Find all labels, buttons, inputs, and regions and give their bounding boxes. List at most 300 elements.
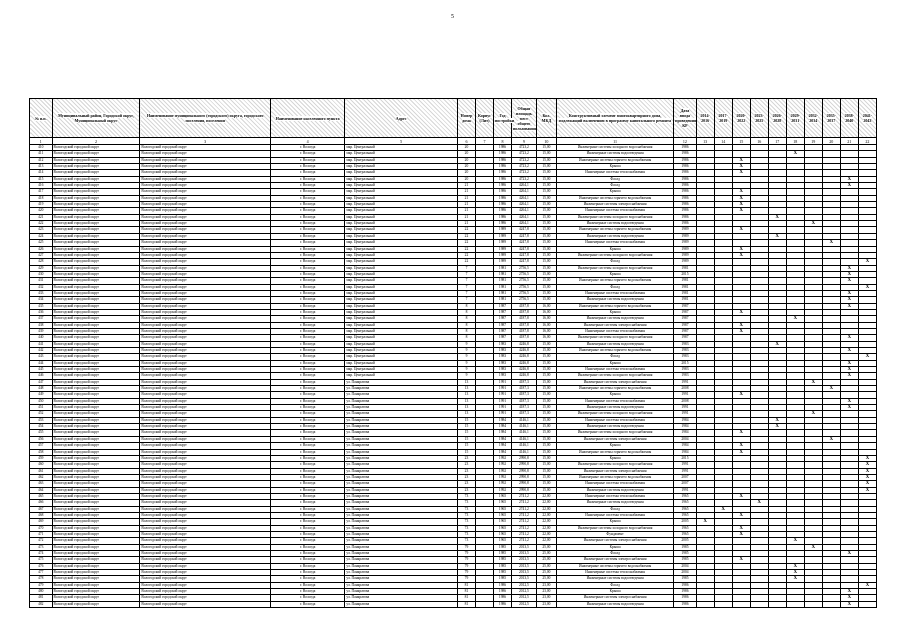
table-cell: 1989: [674, 252, 697, 258]
table-cell: Вологодский городской округ: [52, 519, 140, 525]
table-cell: г. Вологда: [271, 538, 345, 544]
table-cell: 15,00: [536, 354, 556, 360]
table-cell: Инженерные системы холодного водоснабжения: [557, 525, 674, 531]
column-header-label: 2041-2043: [862, 113, 873, 123]
table-cell: 466: [30, 500, 53, 506]
table-cell: Вологодский городской округ: [52, 328, 140, 334]
schedule-cell: X: [858, 354, 876, 360]
table-cell: Вологодский городской округ: [52, 531, 140, 537]
table-cell: г. Вологда: [271, 392, 345, 398]
table-cell: 2756,5: [512, 271, 537, 277]
table-cell: 15,00: [536, 278, 556, 284]
table-cell: 15,00: [536, 233, 556, 239]
table-cell: Вологодский городской округ: [140, 246, 271, 252]
table-cell: 1983: [493, 373, 511, 379]
table-cell: Вологодский городской округ: [140, 373, 271, 379]
table-cell: 476: [30, 563, 53, 569]
table-cell: ул. Панкратова: [345, 468, 458, 474]
table-cell: 4187,3: [512, 411, 537, 417]
table-cell: Вологодский городской округ: [140, 354, 271, 360]
table-cell: 1992: [493, 474, 511, 480]
table-cell: Вологодский городской округ: [140, 398, 271, 404]
table-cell: 438: [30, 322, 53, 328]
table-cell: 1986: [674, 601, 697, 607]
table-cell: 79: [457, 570, 475, 576]
table-cell: г. Вологда: [271, 386, 345, 392]
table-cell: Вологодский городской округ: [52, 145, 140, 151]
column-number: 17: [768, 138, 786, 145]
table-cell: г. Вологда: [271, 145, 345, 151]
table-cell: 2013,5: [512, 557, 537, 563]
schedule-cell: [822, 601, 840, 607]
table-cell: г. Вологда: [271, 500, 345, 506]
table-cell: 1986: [493, 157, 511, 163]
table-cell: 1989: [493, 233, 511, 239]
schedule-cell: X: [696, 519, 714, 525]
table-cell: Вологодский городской округ: [140, 189, 271, 195]
table-cell: 15,00: [536, 436, 556, 442]
table-cell: 411: [30, 151, 53, 157]
table-cell: Инженерные системы теплоснабжения: [557, 328, 674, 334]
table-cell: 23,00: [536, 595, 556, 601]
table-cell: 15,00: [536, 392, 556, 398]
table-cell: мкр. Центральный: [345, 348, 458, 354]
table-cell: 1986: [674, 176, 697, 182]
table-cell: 1984: [493, 430, 511, 436]
table-cell: 1986: [674, 582, 697, 588]
table-cell: 1983: [674, 341, 697, 347]
table-cell: 22,00: [536, 506, 556, 512]
table-cell: 4146,1: [512, 424, 537, 430]
table-cell: Вологодский городской округ: [52, 335, 140, 341]
table-cell: Крыша: [557, 443, 674, 449]
schedule-cell: X: [840, 398, 858, 404]
table-cell: г. Вологда: [271, 259, 345, 265]
table-cell: Вологодский городской округ: [140, 576, 271, 582]
table-cell: Вологодский городской округ: [140, 595, 271, 601]
table-cell: Крыша: [557, 392, 674, 398]
table-cell: 4187,8: [512, 322, 537, 328]
table-cell: 79: [457, 563, 475, 569]
table-cell: Вологодский городской округ: [140, 538, 271, 544]
schedule-cell: X: [732, 531, 750, 537]
table-cell: 21: [457, 208, 475, 214]
table-cell: Вологодский городской округ: [140, 183, 271, 189]
table-cell: г. Вологда: [271, 551, 345, 557]
column-header-label: 2029-2031: [790, 113, 800, 123]
column-number: 8: [493, 138, 511, 145]
table-cell: 1991: [493, 379, 511, 385]
schedule-cell: X: [732, 208, 750, 214]
table-cell: 479: [30, 582, 53, 588]
table-cell: 1989: [493, 227, 511, 233]
schedule-cell: X: [840, 367, 858, 373]
table-cell: г. Вологда: [271, 443, 345, 449]
table-cell: 2990,8: [512, 487, 537, 493]
table-cell: 2741,2: [512, 506, 537, 512]
table-cell: Вологодский городской округ: [140, 233, 271, 239]
table-cell: Вологодский городской округ: [140, 443, 271, 449]
table-cell: 460: [30, 462, 53, 468]
schedule-cell: X: [858, 462, 876, 468]
table-cell: 1987: [493, 335, 511, 341]
table-cell: 461: [30, 468, 53, 474]
table-cell: Вологодский городской округ: [140, 506, 271, 512]
table-cell: 8: [457, 335, 475, 341]
table-cell: 4247,8: [512, 240, 537, 246]
table-cell: Инженерные системы горячего водоснабжения: [557, 474, 674, 480]
table-cell: 15,00: [536, 487, 556, 493]
table-cell: 22,00: [536, 525, 556, 531]
table-cell: 7: [457, 265, 475, 271]
table-cell: Инженерные системы электроснабжения: [557, 322, 674, 328]
table-cell: 2990,8: [512, 474, 537, 480]
table-cell: 15: [457, 436, 475, 442]
schedule-cell: X: [732, 322, 750, 328]
table-cell: 1965: [493, 493, 511, 499]
column-number: 10: [536, 138, 556, 145]
table-cell: г. Вологда: [271, 316, 345, 322]
table-cell: Вологодский городской округ: [140, 227, 271, 233]
schedule-cell: [732, 601, 750, 607]
schedule-cell: X: [840, 373, 858, 379]
table-cell: Вологодский городской округ: [52, 309, 140, 315]
table-cell: Инженерные системы холодного водоснабжения: [557, 252, 674, 258]
table-cell: 1991: [493, 398, 511, 404]
schedule-cell: X: [840, 551, 858, 557]
column-header-label: 2035-2037: [826, 113, 836, 123]
table-cell: 9: [457, 354, 475, 360]
table-cell: 81: [457, 601, 475, 607]
schedule-cell: X: [840, 348, 858, 354]
table-cell: г. Вологда: [271, 278, 345, 284]
table-cell: г. Вологда: [271, 405, 345, 411]
schedule-cell: X: [714, 506, 732, 512]
table-cell: 1989: [674, 240, 697, 246]
table-cell: 21: [457, 183, 475, 189]
table-cell: 473: [30, 544, 53, 550]
table-cell: Вологодский городской округ: [52, 233, 140, 239]
table-cell: ул. Панкратова: [345, 595, 458, 601]
column-number: 19: [804, 138, 822, 145]
table-cell: Вологодский городской округ: [140, 157, 271, 163]
table-cell: Вологодский городской округ: [140, 531, 271, 537]
schedule-cell: X: [858, 487, 876, 493]
table-cell: Вологодский городской округ: [140, 481, 271, 487]
table-cell: 1986: [493, 221, 511, 227]
table-cell: Вологодский городской округ: [140, 309, 271, 315]
table-cell: 413: [30, 164, 53, 170]
table-cell: Вологодский городской округ: [52, 512, 140, 518]
table-cell: 1986: [493, 582, 511, 588]
table-cell: Вологодский городской округ: [52, 164, 140, 170]
table-cell: Инженерные системы электроснабжения: [557, 538, 674, 544]
table-cell: мкр. Центральный: [345, 221, 458, 227]
table-cell: г. Вологда: [271, 506, 345, 512]
schedule-cell: [714, 601, 732, 607]
table-cell: 81: [457, 595, 475, 601]
table-cell: Вологодский городской округ: [52, 493, 140, 499]
table-cell: 449: [30, 392, 53, 398]
table-cell: мкр. Центральный: [345, 151, 458, 157]
table-cell: г. Вологда: [271, 360, 345, 366]
table-cell: 4187,8: [512, 316, 537, 322]
table-cell: 4723,2: [512, 157, 537, 163]
schedule-cell: X: [858, 481, 876, 487]
table-cell: 4723,2: [512, 151, 537, 157]
table-cell: г. Вологда: [271, 531, 345, 537]
table-cell: Вологодский городской округ: [140, 284, 271, 290]
table-cell: 1991: [493, 386, 511, 392]
table-cell: Вологодский городской округ: [52, 544, 140, 550]
table-cell: ул. Панкратова: [345, 455, 458, 461]
table-cell: 1986: [493, 151, 511, 157]
table-cell: 15: [457, 430, 475, 436]
table-cell: г. Вологда: [271, 373, 345, 379]
table-cell: 1984: [493, 449, 511, 455]
table-cell: 15,00: [536, 240, 556, 246]
table-cell: 2008: [674, 398, 697, 404]
table-cell: Фасад: [557, 284, 674, 290]
schedule-cell: X: [840, 589, 858, 595]
table-cell: 4264,1: [512, 214, 537, 220]
table-cell: г. Вологда: [271, 570, 345, 576]
column-header-label: 2017-2019: [718, 113, 728, 123]
table-cell: 1987: [674, 322, 697, 328]
table-cell: ул. Панкратова: [345, 424, 458, 430]
schedule-cell: X: [732, 164, 750, 170]
table-cell: Фасад: [557, 259, 674, 265]
table-cell: мкр. Центральный: [345, 246, 458, 252]
table-cell: 9: [457, 348, 475, 354]
table-cell: Инженерные системы электроснабжения: [557, 436, 674, 442]
table-cell: 469: [30, 519, 53, 525]
table-cell: Инженерные системы горячего водоснабжения: [557, 386, 674, 392]
table-cell: Инженерные системы водоотведения: [557, 405, 674, 411]
table-cell: 1965: [674, 493, 697, 499]
schedule-cell: X: [822, 436, 840, 442]
table-cell: 2741,2: [512, 525, 537, 531]
table-cell: Вологодский городской округ: [52, 284, 140, 290]
table-cell: мкр. Центральный: [345, 164, 458, 170]
table-cell: 1991: [674, 487, 697, 493]
table-cell: Вологодский городской округ: [140, 303, 271, 309]
table-cell: 15,00: [536, 430, 556, 436]
schedule-cell: X: [732, 246, 750, 252]
table-cell: 73: [457, 512, 475, 518]
table-cell: 452: [30, 411, 53, 417]
table-cell: г. Вологда: [271, 335, 345, 341]
table-cell: 441: [30, 341, 53, 347]
table-cell: Вологодский городской округ: [140, 557, 271, 563]
table-cell: 443: [30, 354, 53, 360]
table-cell: Вологодский городской округ: [52, 411, 140, 417]
table-cell: г. Вологда: [271, 493, 345, 499]
schedule-cell: X: [840, 595, 858, 601]
table-cell: Инженерные системы теплоснабжения: [557, 240, 674, 246]
table-cell: 458: [30, 449, 53, 455]
column-header: [52, 99, 140, 138]
table-cell: Вологодский городской округ: [52, 252, 140, 258]
column-number: 21: [840, 138, 858, 145]
table-cell: 73: [457, 525, 475, 531]
schedule-cell: X: [858, 259, 876, 265]
table-cell: г. Вологда: [271, 436, 345, 442]
table-cell: Инженерные системы холодного водоснабжения: [557, 430, 674, 436]
column-header: [750, 99, 768, 138]
table-cell: Вологодский городской округ: [140, 265, 271, 271]
table-cell: 432: [30, 284, 53, 290]
schedule-cell: X: [858, 582, 876, 588]
table-cell: 1986: [674, 170, 697, 176]
column-number: 18: [786, 138, 804, 145]
table-cell: 22: [457, 233, 475, 239]
table-cell: г. Вологда: [271, 176, 345, 182]
table-cell: 412: [30, 157, 53, 163]
schedule-cell: X: [840, 265, 858, 271]
table-cell: 21: [457, 189, 475, 195]
table-cell: 455: [30, 430, 53, 436]
schedule-cell: X: [840, 176, 858, 182]
table-cell: 25,00: [536, 570, 556, 576]
table-cell: 2990,8: [512, 455, 537, 461]
table-cell: 2015: [674, 271, 697, 277]
schedule-cell: X: [858, 474, 876, 480]
table-cell: 13: [457, 379, 475, 385]
table-cell: 1992: [493, 481, 511, 487]
table-cell: 477: [30, 570, 53, 576]
table-cell: г. Вологда: [271, 481, 345, 487]
table-cell: г. Вологда: [271, 183, 345, 189]
table-cell: 15,00: [536, 259, 556, 265]
table-cell: 437: [30, 316, 53, 322]
table-cell: 1986: [674, 145, 697, 151]
table-cell: 1985: [493, 563, 511, 569]
table-cell: 20: [457, 157, 475, 163]
table-cell: 22,00: [536, 493, 556, 499]
table-cell: ул. Панкратова: [345, 405, 458, 411]
table-cell: 428: [30, 259, 53, 265]
column-number: 3: [140, 138, 271, 145]
table-cell: г. Вологда: [271, 354, 345, 360]
table-cell: 4187,3: [512, 398, 537, 404]
table-cell: 1965: [674, 525, 697, 531]
table-cell: Вологодский городской округ: [140, 582, 271, 588]
table-cell: Вологодский городской округ: [140, 348, 271, 354]
table-cell: г. Вологда: [271, 557, 345, 563]
column-number: 4: [271, 138, 345, 145]
table-cell: 4264,1: [512, 195, 537, 201]
table-cell: 15,00: [536, 252, 556, 258]
table-cell: 16,00: [536, 303, 556, 309]
table-cell: Вологодский городской округ: [52, 259, 140, 265]
table-cell: Вологодский городской округ: [52, 417, 140, 423]
table-cell: 2005: [674, 538, 697, 544]
table-cell: 22: [457, 240, 475, 246]
column-number: 6: [457, 138, 475, 145]
column-header-label: Конструктивный элемент многоквартирного дома, подлежащий включению в программу капитального ремонта: [559, 113, 672, 123]
header-row: [30, 99, 877, 138]
table-cell: Вологодский городской округ: [140, 221, 271, 227]
table-cell: 448: [30, 386, 53, 392]
table-cell: Вологодский городской округ: [52, 468, 140, 474]
table-cell: 2012,5: [512, 589, 537, 595]
table-cell: Вологодский городской округ: [52, 424, 140, 430]
schedule-cell: X: [732, 309, 750, 315]
table-cell: 7: [457, 271, 475, 277]
table-cell: Вологодский городской округ: [140, 525, 271, 531]
table-cell: г. Вологда: [271, 601, 345, 607]
table-cell: 1981: [674, 297, 697, 303]
table-cell: 2756,5: [512, 265, 537, 271]
table-cell: 410: [30, 145, 53, 151]
table-cell: г. Вологда: [271, 297, 345, 303]
table-cell: 421: [30, 214, 53, 220]
table-cell: 4264,1: [512, 189, 537, 195]
table-cell: 1981: [493, 284, 511, 290]
table-cell: 4187,3: [512, 392, 537, 398]
table-cell: 1981: [493, 297, 511, 303]
table-cell: 4246,8: [512, 367, 537, 373]
table-cell: 15,00: [536, 164, 556, 170]
table-cell: г. Вологда: [271, 252, 345, 258]
table-cell: 1987: [493, 309, 511, 315]
schedule-cell: X: [732, 449, 750, 455]
table-cell: Инженерные системы теплоснабжения: [557, 570, 674, 576]
table-cell: мкр. Центральный: [345, 373, 458, 379]
table-cell: 1986: [674, 202, 697, 208]
table-cell: Инженерные системы горячего водоснабжения: [557, 449, 674, 455]
table-cell: 2013,5: [512, 544, 537, 550]
table-cell: 20: [457, 151, 475, 157]
table-cell: 15,00: [536, 195, 556, 201]
table-cell: 1983: [493, 354, 511, 360]
table-cell: 22,00: [536, 531, 556, 537]
table-cell: Вологодский городской округ: [52, 379, 140, 385]
table-cell: Вологодский городской округ: [140, 252, 271, 258]
table-cell: 444: [30, 360, 53, 366]
schedule-cell: X: [804, 221, 822, 227]
table-cell: Вологодский городской округ: [52, 151, 140, 157]
column-header-label: Номер дома: [460, 113, 473, 123]
table-cell: Вологодский городской округ: [52, 202, 140, 208]
table-cell: ул. Панкратова: [345, 544, 458, 550]
table-cell: Инженерные системы водоотведения: [557, 221, 674, 227]
table-cell: Вологодский городской округ: [52, 214, 140, 220]
table-cell: Инженерные системы теплоснабжения: [557, 170, 674, 176]
table-cell: 81: [457, 589, 475, 595]
table-cell: Вологодский городской округ: [140, 271, 271, 277]
table-cell: г. Вологда: [271, 544, 345, 550]
column-header-label: Наименование муниципального (городского) округа, городского поселения, поселения: [146, 113, 264, 123]
table-cell: 8: [457, 316, 475, 322]
schedule-cell: X: [804, 411, 822, 417]
table-cell: 20: [457, 164, 475, 170]
table-cell: 15,00: [536, 341, 556, 347]
table-cell: 20: [457, 170, 475, 176]
table-cell: 462: [30, 474, 53, 480]
schedule-cell: X: [840, 601, 858, 607]
table-cell: Вологодский городской округ: [52, 386, 140, 392]
column-header: [786, 99, 804, 138]
table-row: [30, 601, 877, 607]
column-header: [804, 99, 822, 138]
table-cell: мкр. Центральный: [345, 278, 458, 284]
column-header: [822, 99, 840, 138]
table-cell: 25,00: [536, 576, 556, 582]
table-cell: 79: [457, 544, 475, 550]
table-cell: мкр. Центральный: [345, 284, 458, 290]
